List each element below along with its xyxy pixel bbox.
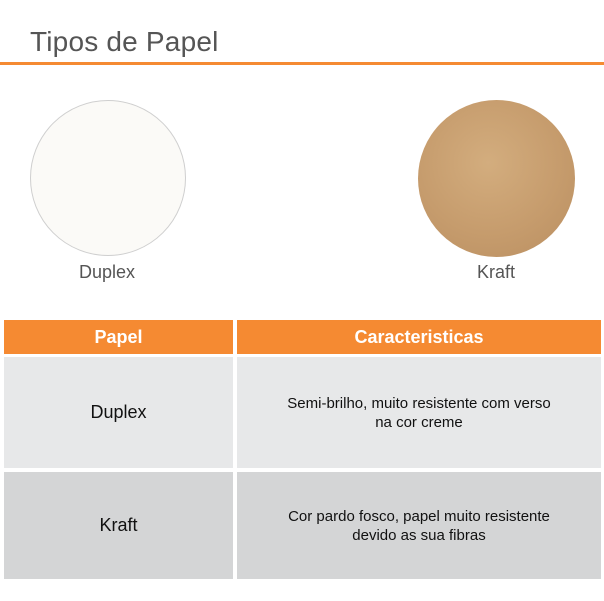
column-header-papel: Papel bbox=[4, 320, 233, 354]
kraft-paper-swatch bbox=[418, 100, 575, 257]
kraft-swatch-label: Kraft bbox=[476, 262, 515, 282]
duplex-swatch-label: Duplex bbox=[78, 262, 136, 282]
table-row-kraft-name: Kraft bbox=[4, 472, 233, 579]
table-row-duplex-name: Duplex bbox=[4, 357, 233, 468]
duplex-paper-swatch bbox=[30, 100, 186, 256]
column-header-caracteristicas: Caracteristicas bbox=[237, 320, 601, 354]
title-divider bbox=[0, 62, 604, 65]
page-title: Tipos de Papel bbox=[30, 26, 219, 57]
table-row-kraft-description: Cor pardo fosco, papel muito resistente devido as sua fibras bbox=[237, 472, 601, 579]
table-row-duplex-description: Semi-brilho, muito resistente com verso na cor creme bbox=[237, 357, 601, 468]
